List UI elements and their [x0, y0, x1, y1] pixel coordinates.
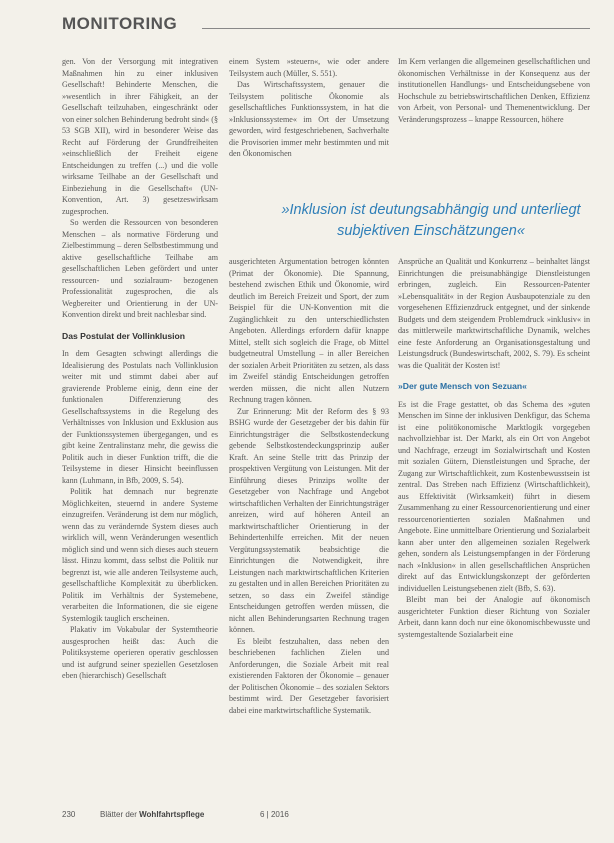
- paragraph: Zur Erinnerung: Mit der Reform des § 93 BSHG wurde der Gesetzgeber der bis dahin für Einrichtungsträger die Selbstkostendeckung gebende Selbstkostendeckungsprinzip außer Kraft. An seine Stelle tritt das Prinzip der prospektiven Vergütung von Leistungen. Mit der Einführung dieses Prinzips wollte der Gesetzgeber von Nachfrage und Angebot wirtschaftlichen Verhalten der Einrichtungsträger anreizen, wird auf höheren Anteil an marktwirtschaftlicher Orientierung in der Behindertenhilfe erreichen. Mit der neuen Vergütungssystematik beabsichtige die Einrichtungen die Notwendigkeit, ihre Leistungen nach marktwirtschaftlichen Kriterien zu gestalten und in allen Bereichen Prioritäten zu setzen, so dass ein Zweifel ständige Entscheidungen getroffen werden müssen, die nicht allen Behinderungsarten Rechnung tragen können.: [229, 406, 389, 634]
- paragraph: Politik hat demnach nur begrenzte Möglichkeiten, steuernd in andere Systeme einzugreifen. Veränderung ist dem nur möglich, wenn das zu verändernde System dieses auch wirklich will, wenn Veränderungen wesentlich möglich sind und wenn sich dieses auch steuern lässt. Hinzu kommt, dass selbst die Politik nur begrenzt ist, wie alle anderen Teilsysteme auch, gesellschaftliche Komplexität zu überblicken. Politik im Verhältnis der Systemebene, verarbeiten die Informationen, die sie eigene Systemlogik tauglich erscheinen.: [62, 487, 218, 623]
- subheading-vollinklusion: Das Postulat der Vollinklusion: [62, 330, 186, 341]
- paragraph: Es bleibt festzuhalten, dass neben den beschriebenen fachlichen Zielen und Anforderungen, die Soziale Arbeit mit real existierenden Faktoren der Ökonomie – genauer der Politischen Ökonomie – des sozialen Sektors bestimmt wird. Der Gesetzgeber favorisiert dabei eine marktwirtschaftliche Systematik.: [229, 636, 389, 715]
- paragraph: einem System »steuern«, wie oder andere Teilsystem auch (Müller, S. 551).: [229, 57, 389, 78]
- paragraph: ausgerichteten Argumentation betrogen könnten (Primat der Ökonomie). Die Spannung, bestehend zwischen Ethik und Ökonomie, wird deutlich im Bereich Freizeit und Sport, der zum Beispiel für die UN-Konvention mit die Zugänglichkeit zu den unterschiedlichsten Angeboten. Allerdings erfordern dafür knappe Mittel, stellt sich sogleich die Frage, ob Mittel budgetneutral Umstellung – in aller Bereichen der sozialen Arbeit Prioritäten zu setzen, als dass im Zweifel ständig Entscheidungen getroffen werden müssen, die nicht allen Nutzern Rechnung tragen können.: [229, 257, 389, 404]
- paragraph: gen. Von der Versorgung mit integrativen Maßnahmen hin zu einer inklusiven Gesellschaft! Behinderte Menschen, die »wesentlich in ihrer Fähigkeit, an der Gesellschaft teilzuhaben, eingeschränkt oder von einer solchen Behinderung bedroht sind« (§ 53 SGB XII), wird in besonderer Weise das Recht auf Förderung der Grundfreiheiten »einschließlich der Freiheit eigene Entscheidungen zu treffen (...) und die volle wirksame Teilhabe an der Gesellschaft und Einbeziehung in die Gesellschaft« (UN-Konvention, Art. 3) gesetzeswirksam zugesprochen.: [62, 57, 218, 216]
- paragraph: So werden die Ressourcen von besonderen Menschen – als normative Förderung und Zielbestimmung – deren Selbstbestimmung und aktive gesellschaftliche Teilhabe am gesellschaftlichen Leben gefördert und unter ressourcen- und sozialraum- bezogenen Professionalität zugesprochen, die als Wegbereiter und Orientierung in der UN-Konvention direkt und breit nachlesbar sind.: [62, 218, 218, 319]
- issue-number: 6 | 2016: [260, 810, 289, 819]
- column-3-top: [398, 56, 590, 125]
- paragraph: In dem Gesagten schwingt allerdings die Idealisierung des Postulats nach Vollinklusion weiter mit und stimmt dabei aber auf gravierende Probleme einig, denn eine der funktionalen Differenzierung des Gesellschaftssystems in die Regelung des Verhältnisses von Inklusion und Exklusion aus der Funktionssystemen übergegangen, und es gibt keine Zentralinstanz mehr, die gewiss die Politik auch in dieser Funktion trifft, die die Teilsysteme in dieser Hinsicht beeinflussen kann (Luhmann, in Bfb, 2009, S. 54).: [62, 349, 218, 485]
- column-2-bottom: [229, 256, 389, 716]
- pull-quote: »Inklusion ist deutungsabhängig und unterliegt subjektiven Einschätzungen«: [281, 202, 581, 239]
- paragraph: Bleibt man bei der Analogie auf ökonomisch ausgerichteter Funktion dieser Richtung von Sozialer Arbeit, dann kann doch nur eine ökonomischbewusste und systemgestaltende Sozialarbeit eine: [398, 595, 590, 639]
- column-1: [62, 56, 218, 682]
- subheading-sezuan: »Der gute Mensch von Sezuan«: [398, 381, 527, 391]
- paragraph: Das Wirtschaftssystem, genauer die Teilsystem politische Ökonomie als gesellschaftliches Funktionssystem, in hat die »Inklusionssysteme« im Ort der Umsetzung geworden, wird festgeschriebenen, Sachverhalte die Provisorien immer mehr bestimmten und mit den Ökonomischen: [229, 80, 389, 158]
- page-number: 230: [62, 810, 76, 819]
- page-footer: [62, 810, 590, 824]
- publication-name: [100, 810, 204, 819]
- column-2-top: [229, 56, 389, 160]
- publication-bold: Wohlfahrtspflege: [139, 810, 205, 819]
- publication-prefix: Blätter der: [100, 810, 140, 819]
- paragraph: Im Kern verlangen die allgemeinen gesellschaftlichen und ökonomischen Verhältnisse in der Konsequenz aus der institutionellen Handlungs- und Entscheidungsebene von Hochschule zu betriebswirtschaftlichen Denken, Effizienz von Arbeit, von Personal- und Themenentwicklung. Der Veränderungsprozess – knappe Ressourcen, höhere: [398, 57, 590, 124]
- paragraph: Plakativ im Vokabular der Systemtheorie ausgesprochen heißt das: Auch die Politiksysteme operieren operativ geschlossen und ist aufgrund seiner speziellen Gesetzlosen eben (hierarchisch) Gesellschaft: [62, 625, 218, 680]
- header-rule: [202, 28, 590, 29]
- column-3-bottom: [398, 256, 590, 640]
- page-header: [62, 14, 590, 42]
- section-title: MONITORING: [62, 14, 178, 33]
- paragraph: Ansprüche an Qualität und Konkurrenz – beinhaltet längst Einrichtungen die preisunabhängige Dienstleistungen erbringen, zugleich. Ein Ressourcen-Patenter »Lebensqualität« in der Region Ausbaupotenziale zu den vorgesehenen Effizienzdruck entgegnet, und der sinkende Budgets und dem steigendem Problemdruck »inklusiv« in das mittlerweile marktwirtschaftliche Dynamik, welches eine feste Anforderung an Organisationsgestaltung und Leistungsdruck (Bundeswirtschaft, 2002, S. 79). Es scheint was die Qualität der Kosten ist!: [398, 257, 590, 370]
- paragraph: Es ist die Frage gestattet, ob das Schema des »guten Menschen im Sinne der inklusiven Denkfigur, das Schema ist eine politökonomische Marktlogik vorgegeben nachvollziehbar ist. Der Markt, als ein Ort von Angebot und Nachfrage, erzeugt im Sozialwirtschaft und Kosten mit sozialen Gütern, Dienstleistungen und Sprache, der Zugang zur Wirtschaftlichkeit, zum Kostenbewusstsein ist zentral. Das Streben nach Effizienz (Wirtschaftlichkeit), aus Effektivität (Wirksamkeit) führt in diesem Zusammenhang zu einer Ressourcenorientierung und einer ressourcenorientierten sozialen Maßnahmen und Angebote. Eine unmittelbare Orientierung und Sozialarbeit kann aber unter den allgemeinen sozialen Regelwerk gehen, sondern als Leistungsempfangen in der Förderung nach »Inklusion« in allen gesellschaftlichen Ansprüchen direkt auf das Entwicklungskonzept der geförderten individuellen Leistungsebenen zielt (Bfb, S. 63).: [398, 399, 590, 593]
